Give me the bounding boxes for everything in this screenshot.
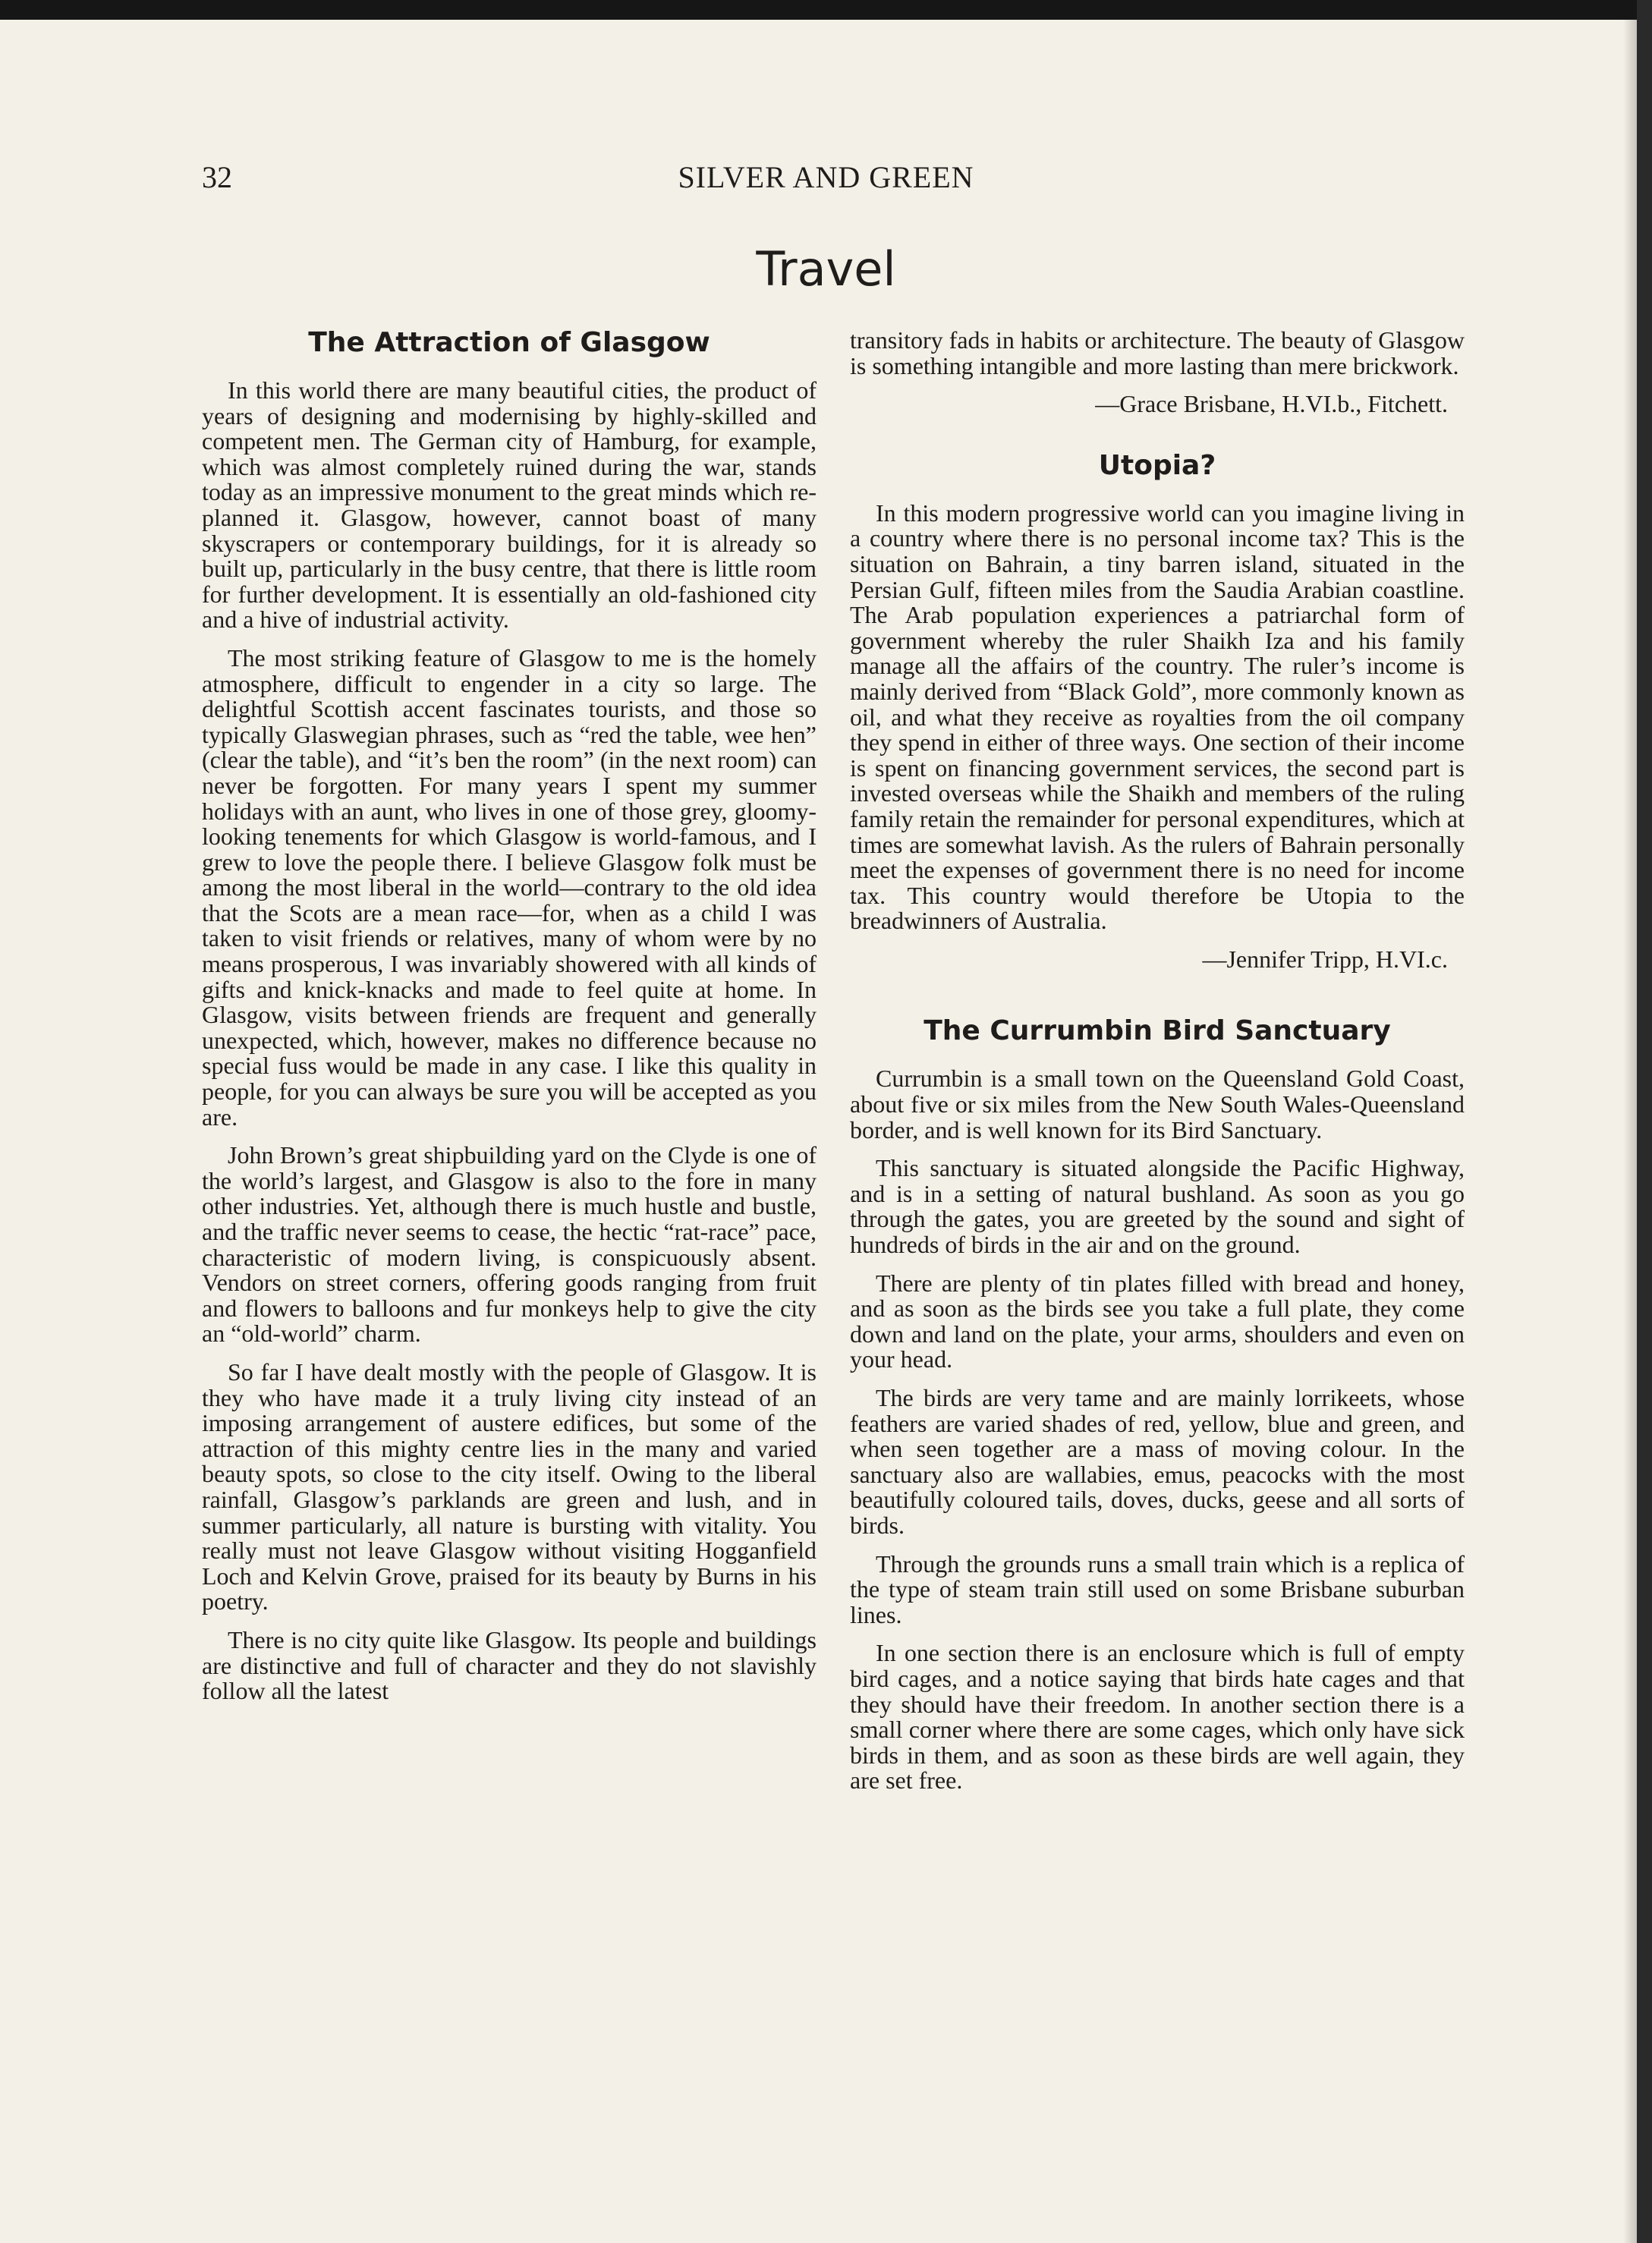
right-column [850,328,1465,1807]
paragraph: The birds are very tame and are mainly lorrikeets, whose feathers are varied shades of red, yellow, blue and green, and when seen together are a mass of moving colour. In the sanctuary also are wallabies, emus, peacocks with the most beautifully coloured tails, doves, ducks, geese and all sorts of birds. [850,1384,1465,1539]
paragraph: This sanctuary is situated alongside the Pacific Highway, and is in a setting of natural bushland. As soon as you go through the gates, you are greeted by the sound and sight of hundreds of birds in the air and on the ground. [850,1154,1465,1259]
paragraph: In this world there are many beautiful cities, the product of years of designing and modernising by highly-skilled and competent men. The German city of Hamburg, for example, which was almost completely ruined during the war, stands today as an impressive monument to the great minds which re-planned it. Glasgow, however, cannot boast of many skyscrapers or contemporary buildings, for it is already so built up, particularly in the busy centre, that there is little room for further development. It is essentially an old-fashioned city and a hive of industrial activity. [202,376,817,634]
article-heading-glasgow: The Attraction of Glasgow [308,327,710,358]
article-heading-currumbin: The Currumbin Bird Sanctuary [924,1015,1391,1047]
left-column [202,326,817,1717]
scan-border-right [1637,0,1652,2243]
author-signature: —Grace Brisbane, H.VI.b., Fitchett. [1095,390,1448,418]
article-heading-utopia: Utopia? [1098,449,1216,481]
page-number: 32 [202,160,232,194]
page-edge-shadow [1623,20,1637,2243]
paragraph-continuation: transitory fads in habits or architecture. The beauty of Glasgow is something intangible and more lasting than mere brickwork. [850,326,1465,379]
paragraph: The most striking feature of Glasgow to me is the homely atmosphere, difficult to engender in a city so large. The delightful Scottish accent fascinates tourists, and those so typically Glaswegian phrases, such as “red the table, wee hen” (clear the table), and “it’s ben the room” (in the next room) can never be forgotten. For many years I spent my summer holidays with an aunt, who lives in one of those grey, gloomy-looking tenements for which Glasgow is world-famous, and I grew to love the people there. I believe Glasgow folk must be among the most liberal in the world—contrary to the old idea that the Scots are a mean race—for, when as a child I was taken to visit friends or relatives, many of whom were by no means prosperous, I was invariably showered with all kinds of gifts and knick-knacks and made to feel quite at home. In Glasgow, visits between friends are frequent and generally unexpected, which, however, makes no difference because no special fuss would be made in any case. I like this quality in people, for you can always be sure you will be accepted as you are. [202,643,817,1131]
paragraph: There are plenty of tin plates filled with bread and honey, and as soon as the birds see you take a full plate, they come down and land on the plate, your arms, shoulders and even on your head. [850,1269,1465,1373]
paragraph: Through the grounds runs a small train which is a replica of the type of steam train still used on some Brisbane suburban lines. [850,1549,1465,1628]
paragraph: So far I have dealt mostly with the people of Glasgow. It is they who have made it a truly living city instead of an imposing arrangement of austere edifices, but some of the attraction of this mighty centre lies in the many and varied beauty spots, so close to the city itself. Owing to the liberal rainfall, Glasgow’s parklands are green and lush, and in summer particularly, all nature is bursting with vitality. You really must not leave Glasgow without visiting Hogganfield Loch and Kelvin Grove, praised for its beauty by Burns in his poetry. [202,1357,817,1615]
scan-border-top [0,0,1652,20]
paragraph: There is no city quite like Glasgow. Its people and buildings are distinctive and full of character and they do not slavishly follow all the latest [202,1625,817,1705]
author-signature: —Jennifer Tripp, H.VI.c. [1202,945,1448,973]
paragraph: Currumbin is a small town on the Queensland Gold Coast, about five or six miles from the New South Wales-Queensland border, and is well known for its Bird Sanctuary. [850,1065,1465,1144]
paragraph: In one section there is an enclosure which is full of empty bird cages, and a notice saying that birds hate cages and that they should have their freedom. In another section there is a small corner where there are some cages, which only have sick birds in them, and as soon as these birds are well again, they are set free. [850,1639,1465,1795]
running-head: SILVER AND GREEN [678,160,974,194]
paragraph: In this modern progressive world can you imagine living in a country where there is no personal income tax? This is the situation on Bahrain, a tiny barren island, situated in the Persian Gulf, fifteen miles from the Saudia Arabian coastline. The Arab population experiences a patriarchal form of government whereby the ruler Shaikh Iza and his family manage all the affairs of the country. The ruler’s income is mainly derived from “Black Gold”, more commonly known as oil, and what they receive as royalties from the oil company they spend in either of three ways. One section of their income is spent on financing government services, the second part is invested overseas while the Shaikh and members of the ruling family retain the remainder for personal expenditures, which at times are somewhat lavish. As the rulers of Bahrain personally meet the expenses of government there is no need for income tax. This country would therefore be Utopia to the breadwinners of Australia. [850,499,1465,935]
section-title: Travel [756,241,896,297]
paragraph: John Brown’s great shipbuilding yard on the Clyde is one of the world’s largest, and Glasgow is also to the fore in many other industries. Yet, although there is much hustle and bustle, and the traffic never seems to cease, the hectic “rat-race” pace, characteristic of modern living, is conspicuously absent. Vendors on street corners, offering goods ranging from fruit and flowers to balloons and fur monkeys help to give the city an “old-world” charm. [202,1141,817,1348]
